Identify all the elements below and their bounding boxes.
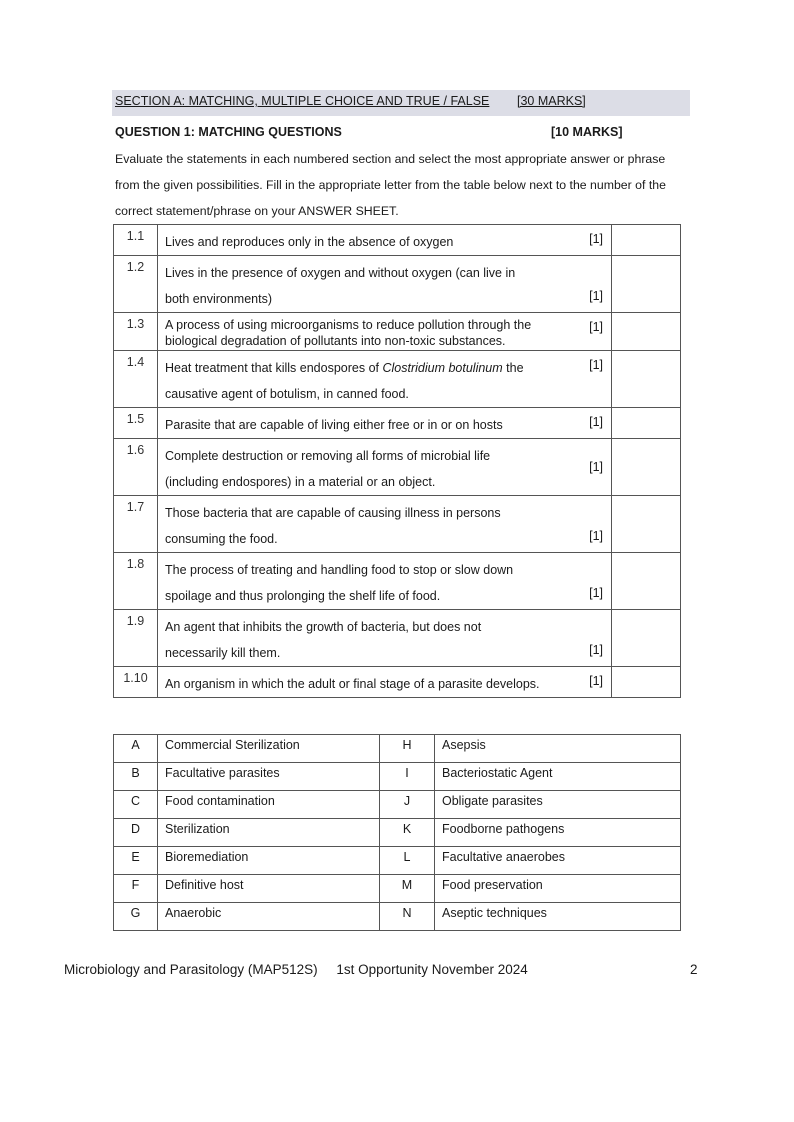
statement-text-cont: both environments) xyxy=(165,292,273,306)
instruction-line: correct statement/phrase on your ANSWER SHEET. xyxy=(115,204,399,218)
option-term: Definitive host xyxy=(158,875,380,903)
option-letter: D xyxy=(114,819,158,847)
statement-mark: [1] xyxy=(589,529,603,543)
statement-text-cont: causative agent of botulism, in canned food. xyxy=(165,387,409,401)
answer-cell[interactable] xyxy=(612,610,681,667)
statement-text-cont: consuming the food. xyxy=(165,532,278,546)
statement-text: The process of treating and handling food to stop or slow down xyxy=(165,563,514,577)
option-letter: G xyxy=(114,903,158,931)
statement-cell xyxy=(158,496,612,553)
option-row xyxy=(114,819,681,847)
statement-mark: [1] xyxy=(589,232,603,246)
statement-row xyxy=(114,667,681,698)
answer-cell[interactable] xyxy=(612,496,681,553)
instructions xyxy=(115,146,703,224)
statement-number: 1.7 xyxy=(114,496,158,553)
statement-number: 1.4 xyxy=(114,351,158,408)
statement-text: Complete destruction or removing all forms of microbial life xyxy=(165,449,491,463)
statement-mark: [1] xyxy=(589,320,603,334)
statement-number: 1.8 xyxy=(114,553,158,610)
statement-number: 1.5 xyxy=(114,408,158,439)
statement-row xyxy=(114,225,681,256)
statement-text: Lives in the presence of oxygen and without oxygen (can live in xyxy=(165,266,516,280)
statement-cell xyxy=(158,610,612,667)
option-term: Bacteriostatic Agent xyxy=(435,763,681,791)
statement-mark: [1] xyxy=(589,586,603,600)
statement-text-cont: biological degradation of pollutants into non-toxic substances. xyxy=(165,334,506,348)
option-term: Facultative anaerobes xyxy=(435,847,681,875)
statement-number: 1.9 xyxy=(114,610,158,667)
option-row xyxy=(114,763,681,791)
statement-cell xyxy=(158,256,612,313)
answer-cell[interactable] xyxy=(612,313,681,351)
answer-cell[interactable] xyxy=(612,225,681,256)
statement-number: 1.6 xyxy=(114,439,158,496)
footer-course: Microbiology and Parasitology (MAP512S) xyxy=(64,962,318,977)
statement-text-cont: necessarily kill them. xyxy=(165,646,281,660)
statement-cell xyxy=(158,225,612,256)
statement-cell xyxy=(158,351,612,408)
option-letter: A xyxy=(114,735,158,763)
question-marks: [10 MARKS] xyxy=(551,125,623,139)
footer-text xyxy=(64,962,528,977)
option-term: Food preservation xyxy=(435,875,681,903)
answer-cell[interactable] xyxy=(612,256,681,313)
option-letter: E xyxy=(114,847,158,875)
statement-text: A process of using microorganisms to reduce pollution through the xyxy=(165,318,532,332)
page-number: 2 xyxy=(690,962,698,977)
section-marks: [30 MARKS] xyxy=(517,94,586,108)
statement-text: Lives and reproduces only in the absence of oxygen xyxy=(165,235,454,249)
statement-mark: [1] xyxy=(589,643,603,657)
option-term: Foodborne pathogens xyxy=(435,819,681,847)
option-letter: I xyxy=(380,763,435,791)
option-term: Sterilization xyxy=(158,819,380,847)
option-term: Anaerobic xyxy=(158,903,380,931)
statement-row xyxy=(114,553,681,610)
statement-cell xyxy=(158,408,612,439)
statement-number: 1.10 xyxy=(114,667,158,698)
statement-row xyxy=(114,496,681,553)
statement-text: Parasite that are capable of living either free or in or on hosts xyxy=(165,418,503,432)
option-row xyxy=(114,847,681,875)
answer-cell[interactable] xyxy=(612,667,681,698)
statement-text-cont: (including endospores) in a material or an object. xyxy=(165,475,436,489)
option-row xyxy=(114,875,681,903)
option-letter: L xyxy=(380,847,435,875)
statement-text-cont: spoilage and thus prolonging the shelf life of food. xyxy=(165,589,441,603)
statement-row xyxy=(114,313,681,351)
option-term: Facultative parasites xyxy=(158,763,380,791)
option-letter: F xyxy=(114,875,158,903)
option-term: Aseptic techniques xyxy=(435,903,681,931)
answer-cell[interactable] xyxy=(612,553,681,610)
option-row xyxy=(114,903,681,931)
option-letter: C xyxy=(114,791,158,819)
statements-table xyxy=(113,224,681,698)
option-term: Asepsis xyxy=(435,735,681,763)
section-title: SECTION A: MATCHING, MULTIPLE CHOICE AND TRUE / FALSE xyxy=(115,94,490,108)
statement-row xyxy=(114,256,681,313)
statement-mark: [1] xyxy=(589,358,603,372)
statement-number: 1.2 xyxy=(114,256,158,313)
answer-cell[interactable] xyxy=(612,351,681,408)
footer-session: 1st Opportunity November 2024 xyxy=(336,962,528,977)
option-term: Food contamination xyxy=(158,791,380,819)
option-letter: N xyxy=(380,903,435,931)
statement-cell xyxy=(158,553,612,610)
option-term: Bioremediation xyxy=(158,847,380,875)
question-title: QUESTION 1: MATCHING QUESTIONS xyxy=(115,125,342,139)
instruction-line: from the given possibilities. Fill in the appropriate letter from the table below next to the number of the xyxy=(115,178,666,192)
statement-row xyxy=(114,439,681,496)
statement-text: Those bacteria that are capable of causing illness in persons xyxy=(165,506,501,520)
option-letter: M xyxy=(380,875,435,903)
option-letter: B xyxy=(114,763,158,791)
statement-mark: [1] xyxy=(589,289,603,303)
statement-cell xyxy=(158,439,612,496)
statement-mark: [1] xyxy=(589,460,603,474)
statement-mark: [1] xyxy=(589,415,603,429)
statement-row xyxy=(114,408,681,439)
option-row xyxy=(114,791,681,819)
statement-text: An agent that inhibits the growth of bacteria, but does not xyxy=(165,620,482,634)
option-term: Obligate parasites xyxy=(435,791,681,819)
statement-text: An organism in which the adult or final stage of a parasite develops. xyxy=(165,677,540,691)
statement-cell xyxy=(158,667,612,698)
option-letter: K xyxy=(380,819,435,847)
statement-row xyxy=(114,351,681,408)
answer-cell[interactable] xyxy=(612,408,681,439)
options-table xyxy=(113,734,681,931)
instruction-line: Evaluate the statements in each numbered section and select the most appropriate answer or phrase xyxy=(115,152,666,166)
statement-cell xyxy=(158,313,612,351)
statement-text: Heat treatment that kills endospores of Clostridium botulinum the xyxy=(165,361,524,375)
option-term: Commercial Sterilization xyxy=(158,735,380,763)
statement-number: 1.1 xyxy=(114,225,158,256)
statement-mark: [1] xyxy=(589,674,603,688)
option-row xyxy=(114,735,681,763)
option-letter: H xyxy=(380,735,435,763)
answer-cell[interactable] xyxy=(612,439,681,496)
option-letter: J xyxy=(380,791,435,819)
statement-number: 1.3 xyxy=(114,313,158,351)
statement-row xyxy=(114,610,681,667)
